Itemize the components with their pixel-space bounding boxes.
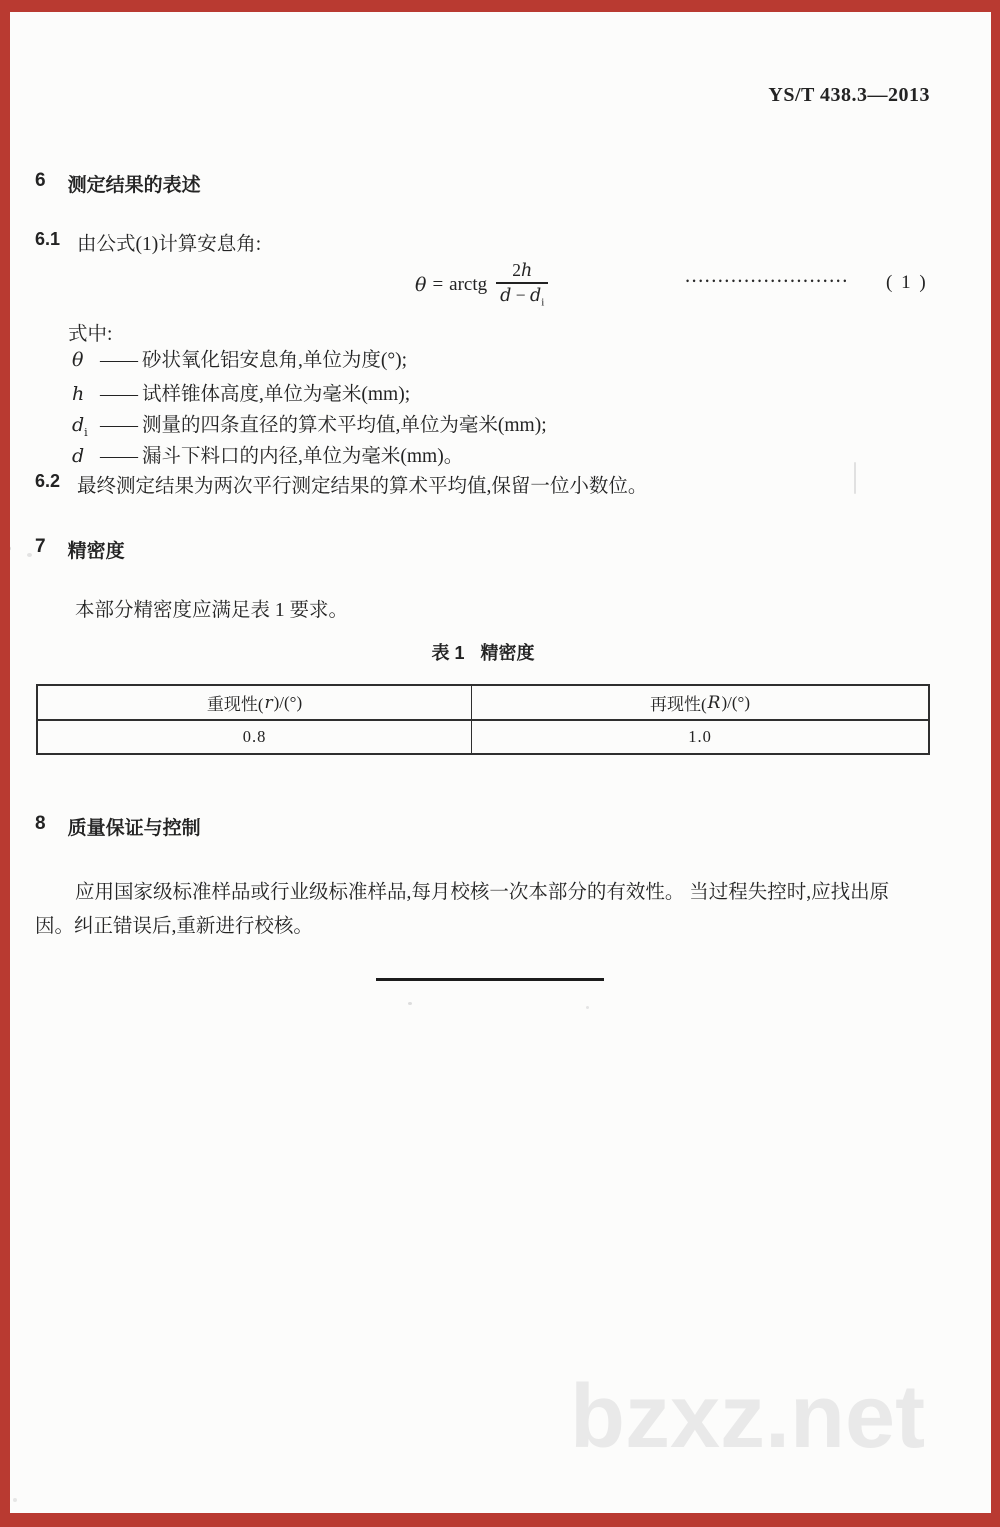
variable-symbol: θ: [72, 349, 84, 371]
section-7-heading: [35, 536, 125, 563]
section-8-paragraph-line-2: 因。纠正错误后,重新进行校核。: [35, 916, 313, 937]
formula-equals: =: [432, 273, 444, 295]
variable-description: 测量的四条直径的算术平均值,单位为毫米(mm);: [142, 415, 547, 436]
variable-dash: ——: [100, 384, 137, 405]
where-label: 式中:: [68, 324, 113, 345]
variable-description: 砂状氧化铝安息角,单位为度(°);: [142, 350, 408, 371]
table-1-caption: [36, 639, 930, 665]
section-8-number: 8: [35, 813, 46, 834]
table-header-repeatability: 重现性( r )/(°): [206, 692, 303, 714]
section-7-paragraph: 本部分精密度应满足表 1 要求。: [75, 600, 349, 621]
variable-definition-di: [72, 409, 547, 439]
formula-numerator: 2h: [512, 260, 533, 281]
variable-definition-h: [72, 378, 410, 408]
variable-description: 试样锥体高度,单位为毫米(mm);: [142, 384, 411, 405]
precision-table: [36, 684, 930, 755]
section-8-heading: [35, 813, 201, 840]
variable-dash: ——: [100, 446, 137, 467]
formula-arctg: arctg: [449, 273, 488, 295]
table-1-caption-title: 精密度: [480, 643, 535, 663]
section-6-heading: [35, 170, 201, 197]
formula-fraction: [496, 260, 548, 310]
formula-theta: θ: [415, 273, 427, 296]
variable-dash: ——: [100, 415, 137, 436]
section-8-paragraph-line-1: 应用国家级标准样品或行业级标准样品,每月校核一次本部分的有效性。 当过程失控时,应找出原: [75, 882, 890, 903]
formula-dot-leader: •••••••••••••••••••••••••: [686, 276, 850, 286]
table-data-row: [38, 721, 928, 753]
section-6-title: 测定结果的表述: [67, 175, 201, 196]
standard-code: YS/T 438.3—2013: [768, 84, 930, 106]
clause-6-2: [35, 470, 647, 498]
scan-artifact: [408, 1002, 412, 1005]
section-7-title: 精密度: [67, 541, 125, 562]
section-6-number: 6: [35, 170, 46, 191]
page-border-left: [0, 0, 10, 1527]
variable-symbol: h: [72, 383, 85, 405]
variable-symbol: $d_i$: [72, 414, 88, 439]
variable-description: 漏斗下料口的内径,单位为毫米(mm)。: [142, 446, 464, 467]
formula-equation-number: ( 1 ): [886, 272, 928, 293]
table-1-caption-label: 表 1: [431, 643, 465, 663]
page-border-top: [0, 0, 1000, 12]
clause-6-2-number: 6.2: [35, 471, 61, 491]
page-border-bottom: [0, 1513, 1000, 1527]
section-8-title: 质量保证与控制: [67, 818, 201, 839]
scan-artifact: [27, 553, 32, 557]
formula-angle-of-repose: [415, 260, 548, 310]
table-header-reproducibility: 再现性( R )/(°): [471, 686, 928, 719]
scan-artifact: [13, 1498, 17, 1502]
variable-symbol: d: [72, 445, 85, 467]
bzxz-watermark: bzxz.net: [570, 1367, 926, 1467]
variable-definition-theta: [72, 344, 407, 374]
table-header-row: [38, 686, 928, 721]
clause-6-1-number: 6.1: [35, 229, 61, 249]
document-end-rule: [376, 978, 604, 981]
page-border-right: [991, 0, 1000, 1527]
formula-denominator: $d - d_i$: [496, 282, 548, 310]
variable-definition-d: [72, 440, 463, 470]
clause-6-1-text: 由公式(1)计算安息角:: [77, 234, 262, 255]
clause-6-1: [35, 228, 261, 256]
variable-dash: ——: [100, 350, 137, 371]
section-7-number: 7: [35, 536, 46, 557]
table-value-repeatability: 0.8: [242, 727, 267, 746]
scan-artifact: [854, 462, 856, 494]
clause-6-2-text: 最终测定结果为两次平行测定结果的算术平均值,保留一位小数位。: [77, 476, 648, 497]
table-value-reproducibility: 1.0: [471, 721, 928, 753]
scan-artifact: [586, 1006, 589, 1009]
